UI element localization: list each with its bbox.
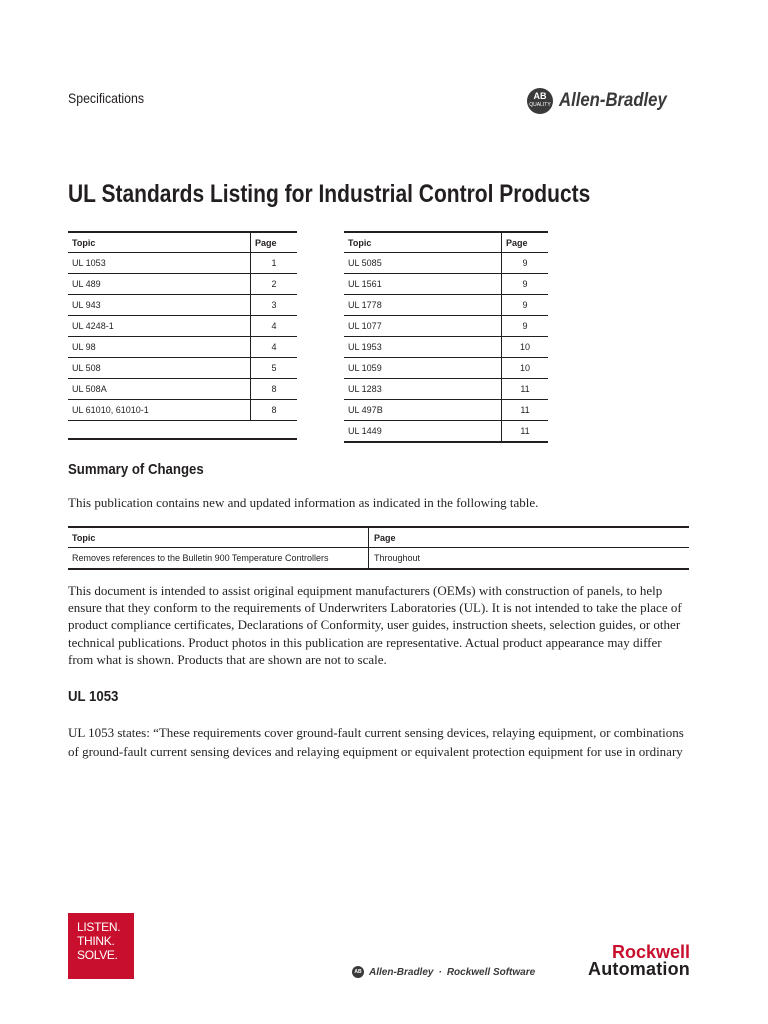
cell-page: 11 xyxy=(502,421,549,443)
table-header-row xyxy=(68,527,689,548)
table-row xyxy=(68,295,297,316)
cell-topic: UL 1449 xyxy=(344,421,502,443)
automation-wordmark: Automation xyxy=(588,959,690,979)
cell-topic: UL 1077 xyxy=(344,316,502,337)
cell-topic: UL 1778 xyxy=(344,295,502,316)
col-topic-header: Topic xyxy=(344,232,502,253)
rockwell-wordmark: Rockwell xyxy=(611,942,690,962)
rockwell-automation-logo xyxy=(557,944,690,978)
cell-topic: UL 4248-1 xyxy=(68,316,251,337)
ab-mini-icon: AB xyxy=(352,966,364,978)
cell-topic: Removes references to the Bulletin 900 Temperature Controllers xyxy=(68,548,369,570)
table-row xyxy=(68,379,297,400)
topic-table-right xyxy=(344,231,548,443)
table-header-row xyxy=(344,232,548,253)
footer-brands xyxy=(352,966,535,978)
col-topic-header: Topic xyxy=(68,527,369,548)
table-row xyxy=(344,421,548,443)
table-row xyxy=(344,337,548,358)
table-row xyxy=(344,358,548,379)
cell-topic: UL 1059 xyxy=(344,358,502,379)
cell-page: 1 xyxy=(251,253,298,274)
cell-topic: UL 1561 xyxy=(344,274,502,295)
allen-bradley-logo xyxy=(527,88,681,114)
allen-bradley-wordmark: Allen-Bradley xyxy=(559,90,667,111)
cell-page: 9 xyxy=(502,253,549,274)
footer-separator: · xyxy=(438,966,442,978)
cell-page: 10 xyxy=(502,358,549,379)
cell-page: 3 xyxy=(251,295,298,316)
col-page-header: Page xyxy=(502,232,549,253)
table-row xyxy=(68,316,297,337)
cell-topic: UL 1953 xyxy=(344,337,502,358)
changes-table xyxy=(68,526,689,570)
cell-topic: UL 489 xyxy=(68,274,251,295)
cell-topic: UL 508A xyxy=(68,379,251,400)
page-title: UL Standards Listing for Industrial Control Products xyxy=(68,180,591,208)
cell-page: 4 xyxy=(251,337,298,358)
table-row xyxy=(68,274,297,295)
lts-line: LISTEN. xyxy=(77,920,121,934)
table-row xyxy=(68,253,297,274)
cell-page: 11 xyxy=(502,379,549,400)
intro-paragraph: This document is intended to assist original equipment manufacturers (OEMs) with construction of panels, to help ensure that they conform to the requirements of Underwriters Laboratories (UL). It is not intended to take the place of product compliance certificates, Declarations of Conformity, user guides, instruction sheets, selection guides, or other technical publications. Product photos in this publication are representative. Actual product appearance may differ from what is shown. Products that are shown are not to scale. xyxy=(68,583,682,667)
left-table-bottom-rule xyxy=(68,438,297,440)
summary-heading: Summary of Changes xyxy=(68,461,204,478)
summary-intro: This publication contains new and updated information as indicated in the following table. xyxy=(68,495,539,510)
table-row xyxy=(344,400,548,421)
cell-page: 9 xyxy=(502,274,549,295)
ul1053-paragraph: UL 1053 states: “These requirements cover ground-fault current sensing devices, relaying equipment, or combinations of ground-fault current sensing devices and relaying equipment or equivalent protection equipment for use in ordinary xyxy=(68,725,684,759)
table-row xyxy=(344,379,548,400)
cell-page: 8 xyxy=(251,379,298,400)
section-heading-ul1053: UL 1053 xyxy=(68,688,119,705)
cell-page: 10 xyxy=(502,337,549,358)
footer-brand-rockwell-software: Rockwell Software xyxy=(446,966,536,978)
ab-badge-letters: AB xyxy=(533,91,547,101)
lts-line: THINK. xyxy=(77,934,115,948)
cell-page: Throughout xyxy=(369,548,690,570)
table-row xyxy=(344,295,548,316)
cell-topic: UL 98 xyxy=(68,337,251,358)
cell-topic: UL 1053 xyxy=(68,253,251,274)
lts-line: SOLVE. xyxy=(77,948,118,962)
cell-topic: UL 508 xyxy=(68,358,251,379)
table-row xyxy=(68,358,297,379)
header-section-label: Specifications xyxy=(68,90,145,106)
cell-page: 4 xyxy=(251,316,298,337)
cell-topic: UL 61010, 61010-1 xyxy=(68,400,251,421)
table-row xyxy=(344,253,548,274)
cell-page: 8 xyxy=(251,400,298,421)
cell-topic: UL 943 xyxy=(68,295,251,316)
topic-table-left xyxy=(68,231,297,441)
table-row xyxy=(344,274,548,295)
table-row xyxy=(68,400,297,421)
cell-topic: UL 497B xyxy=(344,400,502,421)
cell-page: 11 xyxy=(502,400,549,421)
listen-think-solve-logo xyxy=(68,913,134,979)
cell-page: 9 xyxy=(502,316,549,337)
table-header-row xyxy=(68,232,297,253)
ab-badge-quality: QUALITY xyxy=(529,102,551,108)
footer-brand-allen-bradley: Allen-Bradley xyxy=(369,966,434,978)
table-row xyxy=(68,337,297,358)
table-row xyxy=(344,316,548,337)
cell-topic: UL 5085 xyxy=(344,253,502,274)
col-page-header: Page xyxy=(369,527,690,548)
table-row xyxy=(68,548,689,570)
ab-badge-icon xyxy=(527,88,553,114)
col-page-header: Page xyxy=(251,232,298,253)
cell-page: 9 xyxy=(502,295,549,316)
cell-topic: UL 1283 xyxy=(344,379,502,400)
col-topic-header: Topic xyxy=(68,232,251,253)
cell-page: 2 xyxy=(251,274,298,295)
cell-page: 5 xyxy=(251,358,298,379)
